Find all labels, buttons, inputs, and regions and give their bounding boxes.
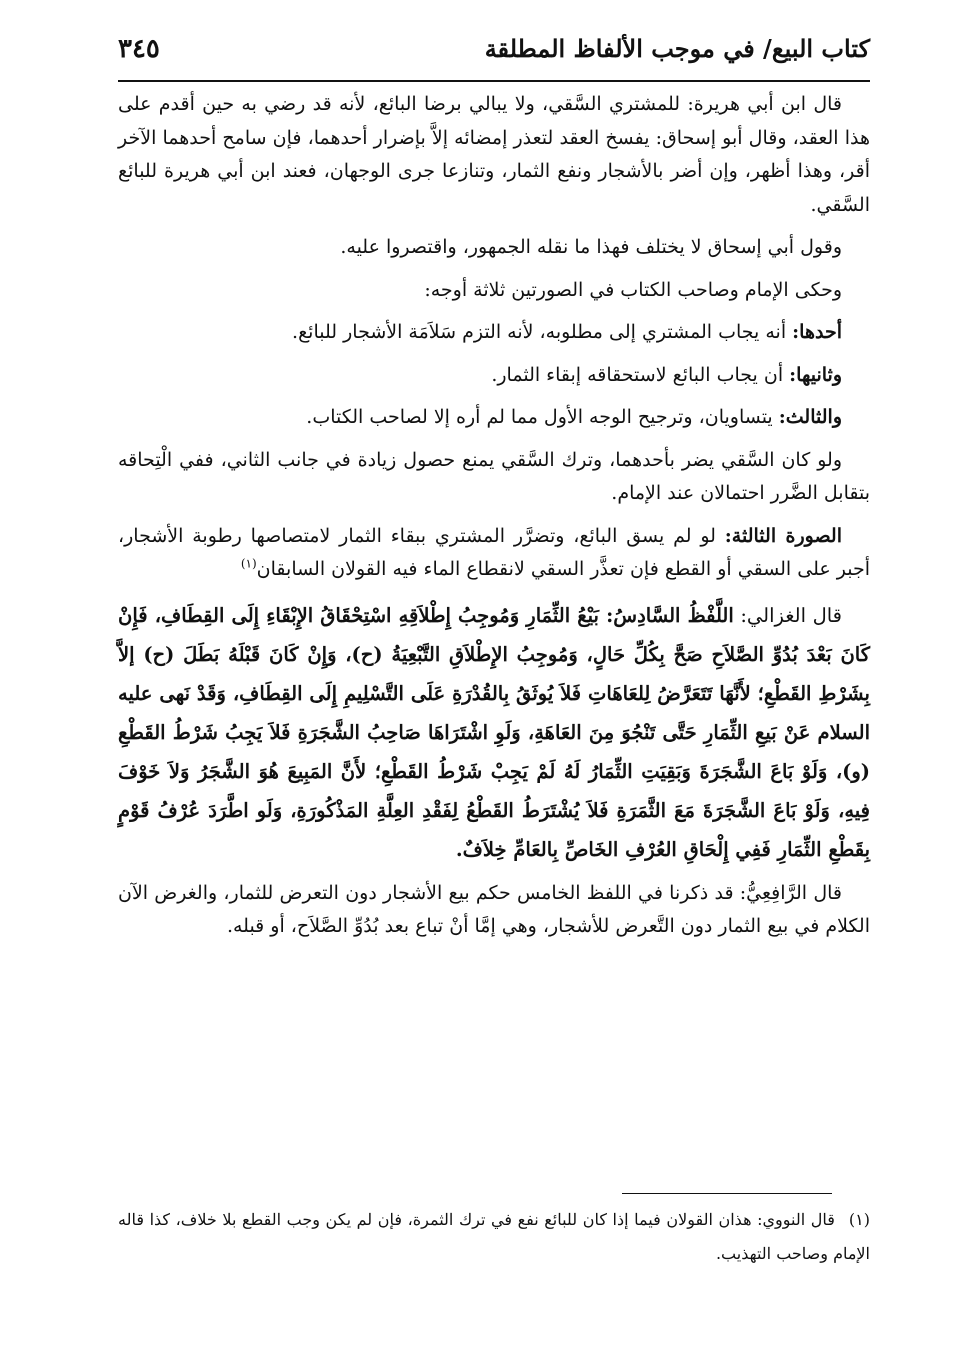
section-label: الصورة الثالثة:: [724, 524, 842, 547]
footnote-text: قال النووي: هذان القولان فيما إذا كان للبائع نفع في ترك الثمرة، فإن لم يكن وجب القطع بلا خلاف، كذا قاله الإمام وصاحب التهذيب.: [118, 1210, 870, 1263]
matn-ghazali: [118, 596, 870, 869]
paragraph-abu-ishaq: وقول أبي إسحاق لا يختلف فهذا ما نقله الجمهور، واقتصروا عليه.: [340, 236, 842, 258]
paragraph-ibn-abi-hurayra: قال ابن أبي هريرة: للمشتري السَّقي، ولا يبالي برضا البائع، لأنه قد رضي به حين أقدم على هذا العقد، وقال أبو إسحاق: يفسخ العقد لتعذر إمضائه إلاَّ بإضرار أحدهما، فإن سامح أحدهما الآخر أقر، وهذا أظهر، وإن أضر بالأشجار ونفع الثمار، وتنازعا جرى الوجهان، فعند ابن أبي هريرة للبائع السَّقي.: [118, 93, 870, 216]
matn-text: اللَّفْظُ السَّادِسُ: بَيْعُ الثِّمَارِ وَمُوجِبُ إِطْلاَقِهِ اسْتِحْقَاقُ الإِبْقَاءِ إِلَى القِطَافِ، فَإِنْ كَانَ بَعْدَ بُدُوِّ الصَّلاَحِ صَحَّ بِكُلِّ حَالٍ، وَمُوجِبُ الإِطْلاَقِ التَّبْعِيَةُ (ح)، وَإِنْ كَانَ قَبْلَهُ بَطَلَ (ح) إلاَّ بِشَرْطِ القَطْعِ؛ لأَنَّهَا تَتَعَرَّضُ لِلعَاهَاتِ فَلاَ يُوثَقُ بِالقُدْرَةِ عَلَى التَّسْلِيمِ إِلَى القِطَافِ، وَقَدْ نَهى عليه السلام عَنْ بَيعِ الثِّمَارِ حَتَّى تَنْجُوَ مِنَ العَاهَةِ، وَلَوِ اشْتَرَاهَا صَاحِبُ الشَّجَرَةِ فَلاَ يَجِبُ شَرْطُ القَطْعِ (و)، وَلَوْ بَاعَ الشَّجَرَةَ وَبَقِيَتِ الثِّمَارُ لَهُ لَمْ يَجِبْ شَرْطُ القَطْعِ؛ لأَنَّ المَبِيعَ هُوَ الشَّجَرُ وَلاَ خَوْفَ فِيهِ، وَلَوْ بَاعَ الشَّجَرَةَ مَعَ الثَّمَرَةِ فَلاَ يُشْتَرَطُ القَطْعُ لِفَقْدِ العِلَّةِ المَذْكُورَةِ، وَلَو اطَّرَدَ عُرْفُ قَوْمٍ بِقَطْعِ الثِّمَارِ فَفِي إِلْحَاقِ العُرْفِ الخَاصِّ بِالعَامِّ خِلاَفٌ.: [118, 603, 870, 861]
footnote-divider: [622, 1193, 832, 1194]
main-text: [118, 88, 870, 953]
page-header: [118, 30, 870, 82]
list-item-text: يتساويان، وترجيح الوجه الأول مما لم أره إلا لصاحب الكتاب.: [306, 406, 779, 428]
paragraph-rafii: قال الرَّافِعِيُّ: قد ذكرنا في اللفظ الخامس حكم بيع الأشجار دون التعرض للثمار، والغرض الآن الكلام في بيع الثمار دون التَّعرض للأشجار، وهي إمَّا أنْ تباع بعد بُدُوِّ الصَّلاَح، أو قبله.: [118, 881, 870, 937]
paragraph-text: لو لم يسق البائع، وتضرَّر المشتري ببقاء الثمار لامتصاصها رطوبة الأشجار، أجبر على السقي أو القطع فإن تعذَّر السقي لانقطاع الماء فيه القولان السابقان: [118, 524, 870, 580]
footnote-number: (١): [848, 1210, 870, 1229]
list-item-label: وثانيها:: [789, 363, 842, 386]
list-item-label: والثالث:: [778, 406, 842, 428]
footnote-reference: (١): [240, 556, 257, 571]
running-title: كتاب البيع/ في موجب الألفاظ المطلقة: [484, 34, 870, 63]
list-item-second-view: [118, 359, 870, 393]
list-item-label: أحدها:: [792, 321, 842, 343]
matn-intro: قال الغزالي:: [733, 603, 842, 627]
paragraph-three-views: وحكى الإمام وصاحب الكتاب في الصورتين ثلاثة أوجه:: [424, 278, 842, 301]
page-number: ٣٤٥: [118, 34, 160, 64]
paragraph-third-case: [118, 520, 870, 587]
list-item-first-view: [118, 316, 870, 350]
footnote: [118, 1203, 870, 1271]
list-item-third-view: [118, 401, 870, 435]
list-item-text: أن يجاب البائع لاستحقاقه إبقاء الثمار.: [491, 363, 790, 386]
paragraph-watering-harm: ولو كان السَّقي يضر بأحدهما، وترك السَّقي يمنع حصول زيادة في جانب الثاني، ففي الْتِحاقه بتقابل الضَّرر احتمالان عند الإمام.: [118, 448, 870, 504]
list-item-text: أنه يجاب المشتري إلى مطلوبه، لأنه التزم سَلاَمَة الأشجار للبائع.: [292, 321, 793, 343]
